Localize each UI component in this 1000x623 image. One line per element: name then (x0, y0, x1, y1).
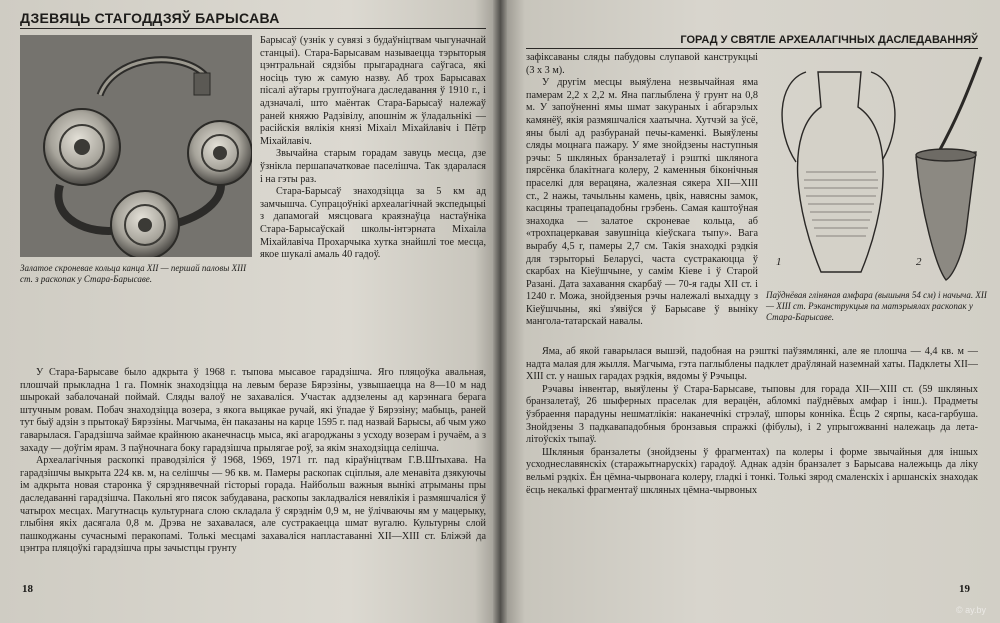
right-page (500, 0, 1000, 623)
figure-caption-left: Залатое скроневае кольца канца XII — першай паловы XIII ст. з раскопак у Стара-Барысаве. (20, 263, 247, 284)
page-number-left: 18 (22, 583, 33, 595)
watermark: © ay.by (956, 605, 986, 615)
right-full-paragraph: Шкляныя бранзалеты (знойдзены ў фрагментах) па колеры і форме звычайныя для іншых усходнеславянскіх (старажытнарускіх) гарадоў. Аднак адзін бранзалет з Барысава належыць да ліку вельмі рэдкіх. Ён цёмна-чырвонага колеру, гладкі і тонкі. Толькі зярод смаленскіх і аршанскіх знаходак ёсць некалькі фрагментаў шкляных цёмна-чырвоных (526, 446, 978, 496)
right-column-paragraph: У другім месцы выяўлена незвычайная яма памерам 2,2 х 2,2 м. Яна паглыблена ў грунт на 0,8 м. У запоўненні ямы шмат закураных і абгарэлых камянёў, якія размяшчаліся хаатычна. Хутчэй за ўсё, яны былі ад разбуранай печы-каменкі. Выяўлены сляды моцнага пажару. У яме знойдзены наступныя рэчы: 5 шкляных бранзалетаў і рэшткі шклянога пярсёнка блакітнага колеру, 2 каменныя біконічныя праселкі для верацяна, жалезная сякера XII—XIII ст., 2 нажы, тачыльны камень, цвік, навясны замок, касцяны трапецападобны грэбень. Самая каштоўная знаходка — залатое скроневае кольца, аб «трохпацеркавая завушніца кіеўскага тыпу». Вага вырабу 4,5 г, памеры 2,7 см. Такія знаходкі рэдкія для тэрыторыі Беларусі, часта сустракаюцца ў скарбах на Кіеўшчыне, у самім Кіеве і ў Старой Разані. Дата захавання скарбаў — 70-я гады XII ст. і 1240 г. Можа, знойдзеныя рэчы належалі выхадцу з Кіеўшчыны, які з'явіўся ў Барысаве ў выніку мангола-татарскай навалы. (526, 77, 758, 328)
amphora-illustration (766, 52, 996, 302)
left-full-paragraph: У Стара-Барысаве было адкрыта ў 1968 г. тыпова мысавое гарадзішча. Яго пляцоўка авальная, плошчай прыкладна 1 га. Помнік знаходзіцца на левым беразе Бярэзіны, узвышаецца на 8—10 м над шырокай забалочанай поймай. Сляды валоў не захаваліся. Участак аддзелены ад карэннага берага штучным ровам. Побач знаходзіцца возера, з якога выцякае ручай, які ўпадае ў Бярэзіну; мабыць, раней тут быў адзін з прытокаў Бярэзіны. Магчыма, ён паказаны на карце 1595 г. пад назвай Барысы, аб чым ужо гаварылася. Гарадзішча займае крайнюю аканечнасць мыса, які агароджаны з усходу возерам і ручаём, а з захаду — доўгім ярам. З паўночнага боку гарадзішча прылягае роў, за якім знаходзіцца селішча. (20, 367, 486, 454)
figure-label-1: 1 (776, 256, 782, 268)
right-full-paragraph: Яма, аб якой гаварылася вышэй, падобная на рэшткі паўзямлянкі, але яе плошча — 4,4 кв. м — надта малая для жылля. Магчыма, гэта паглыблены падклет драўлянай наземнай хаты. Падклеты XII—XIII ст. у нашых гарадах рэдкія, вядомы ў Рэчыцы. (526, 346, 978, 383)
amphora-drawing (766, 52, 996, 342)
left-full-paragraph: Археалагічныя раскопкі праводзіліся ў 1968, 1969, 1971 гг. пад кіраўніцтвам Г.В.Штыхава. На гарадзішчы выкрыта 224 кв. м, на селішчы — 96 кв. м. Памеры раскопак сціплыя, але менавіта дзякуючы ім адкрыта новая старонка ў сярэднявечнай гісторыі горада. Найбольш важныя вынікі атрыманы пры даследаванні гарадзішча. Пакольні яго пясок забудавана, раскопы закладваліся невялікія і размяшчаліся ў чатырох месцах. Магутнасць культурнага слою складала ў сярэднім 0,9 м, не ўлічваючы ям у мацерыку, глыбіня якіх дасягала 0,8 м. Дрэва не захавалася, але сустракаецца шмат вугалю. Культурны слой пашкоджаны сучаснымі перакопамі. Толькі месцамі захаваліся напластаванні XII—XIII ст. Бліжэй да цэнтра пляцоўкі гарадзішча пры зачыстцы грунту (20, 455, 486, 555)
page-number-right: 19 (959, 583, 970, 595)
running-head-right: ГОРАД У СВЯТЛЕ АРХЕАЛАГІЧНЫХ ДАСЛЕДАВАННЯЎ (526, 34, 978, 49)
left-text-column (260, 35, 486, 365)
left-column-paragraph: Звычайна старым горадам завуць месца, дзе ўзнікла першапачатковае паселішча. Так здаралася і на гэты раз. (260, 148, 486, 185)
right-text-column (526, 52, 758, 342)
figure-label-2: 2 (916, 256, 922, 268)
left-column-paragraph: Стара-Барысаў знаходзіцца за 5 км ад замчышча. Супрацоўнікі археалагічнай экспедыцыі з дапамогай мясцовага краязнаўца настаўніка Стара-Барысаўскай школы-інтэрната Міхаіла Міхайлавіча Прохарчыка хутка знайшлі тое месца, якое шукалі амаль 40 гадоў. (260, 186, 486, 261)
right-top-row (526, 52, 987, 342)
figure-caption-right: Паўднёвая гліняная амфара (вышыня 54 см) і начыча. XII — XIII ст. Рэканструкцыя па матэрыялах раскопак у Стара-Барысаве. (766, 290, 987, 322)
book-gutter (493, 0, 507, 623)
running-head-left: ДЗЕВЯЦЬ СТАГОДДЗЯЎ БАРЫСАВА (20, 6, 486, 29)
figure-earring (20, 35, 252, 365)
left-column-paragraph: Барысаў (узнік у сувязі з будаўніцтвам чыгуначнай станцыі). Стара-Барысавам называецца тэрыторыя цэнтральнай сядзібы прыгараднага саўгаса, які носіць тую ж самую назву. Аб трох Барысавах пісалі аўтары груптоўнага даследавання ў 1910 г., і адзначалі, што маёнтак Стара-Барысаў належаў раней княжю Радзівілу, апошнім ж ўладальнікі — расійскія вялікія князі Міхаіл Міхайлавіч і Пётр Міхайлавіч. (260, 35, 486, 147)
figure-amphora (766, 52, 996, 342)
earring-illustration (20, 35, 252, 257)
earring-photo (20, 35, 252, 257)
right-top-paragraph: зафіксаваны сляды пабудовы слупавой канструкцыі (3 х 3 м). (526, 52, 758, 76)
right-full-paragraph: Рэчавы інвентар, выяўлены ў Стара-Барысаве, тыповы для горада XII—XIII ст. (59 шкляных бранзалетаў, 26 шыферных праселак для верацён, абломкі паўднёвых амфар і інш.). Прадметы ўзбраення парадуны нешматлікія: наканечнікі стрэлаў, шпоры конніка. Ёсць 2 сярпы, каса-гарбуша. Знойдзены 3 падкавападобныя бронзавыя спражкі (фібулы), і 2 упрыгожванні належаць да лета-літоўскіх тыпаў. (526, 383, 978, 446)
right-full-text (526, 346, 978, 497)
left-full-text (20, 367, 486, 556)
left-top-row (20, 35, 486, 365)
